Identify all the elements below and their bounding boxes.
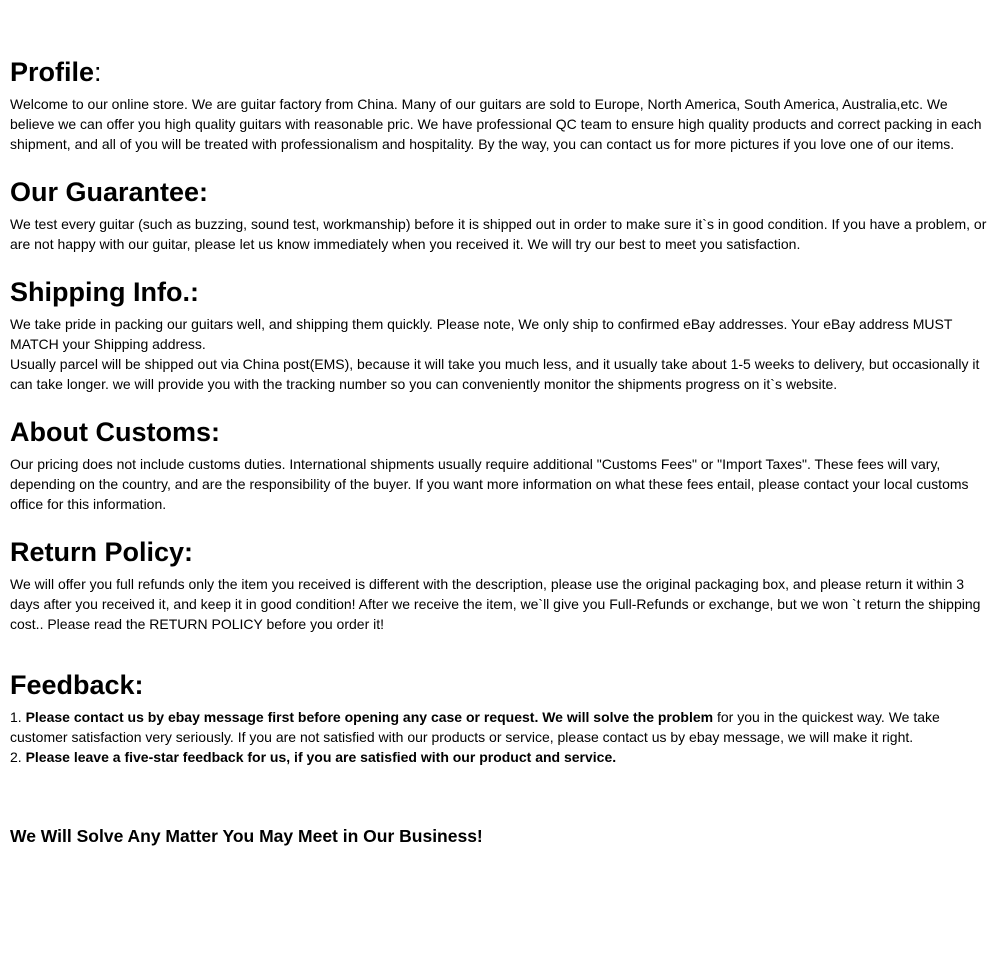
guarantee-paragraph: We test every guitar (such as buzzing, sound test, workmanship) before it is shipped out in order to make sure it`s in good condition. If you have a problem, or are not happy with our guitar, please let us know immediately when you received it. We will try our best to meet you satisfaction. — [10, 216, 987, 252]
shipping-info-paragraph-2: Usually parcel will be shipped out via China post(EMS), because it will take you much less, and it usually take about 1-5 weeks to delivery, but occasionally it can take longer. we will provide you with the tracking number so you can conveniently monitor the shipments progress on it`s website. — [10, 356, 980, 392]
return-policy-heading — [10, 537, 988, 567]
section-return-policy — [10, 537, 988, 634]
profile-heading-colon: : — [94, 57, 102, 87]
section-about-customs — [10, 417, 988, 514]
profile-paragraph: Welcome to our online store. We are guitar factory from China. Many of our guitars are sold to Europe, North America, South America, Australia,etc. We believe we can offer you high quality guitars with reasonable pric. We have professional QC team to ensure high quality products and correct packing in each shipment, and all of you will be treated with professionalism and hospitality. By the way, you can contact us for more pictures if you love one of our items. — [10, 96, 982, 152]
shipping-info-heading — [10, 277, 988, 307]
feedback-text-bold: Please contact us by ebay message first before opening any case or request. We will solve the problem — [25, 709, 714, 725]
about-customs-heading — [10, 417, 988, 447]
profile-heading-text: Profile — [10, 57, 95, 87]
feedback-text-regular: 1. — [10, 709, 26, 725]
shipping-info-heading-text: Shipping Info.: — [10, 277, 199, 307]
feedback-item-1 — [10, 707, 988, 747]
profile-heading — [10, 57, 988, 87]
section-profile — [10, 57, 988, 154]
section-guarantee — [10, 177, 988, 254]
feedback-text-bold: Please leave a five-star feedback for us, if you are satisfied with our product and service. — [25, 749, 617, 765]
return-policy-heading-text: Return Policy: — [10, 537, 194, 567]
section-shipping-info — [10, 277, 988, 394]
feedback-text-regular: 2. — [10, 749, 26, 765]
guarantee-heading-text: Our Guarantee: — [10, 177, 209, 207]
closing-statement: We Will Solve Any Matter You May Meet in Our Business! — [10, 826, 483, 846]
guarantee-heading — [10, 177, 988, 207]
about-customs-heading-text: About Customs: — [10, 417, 220, 447]
return-policy-paragraph: We will offer you full refunds only the item you received is different with the description, please use the original packaging box, and please return it within 3 days after you received it, and keep it in good condition! After we receive the item, we`ll give you Full-Refunds or exchange, but we won `t return the shipping cost.. Please read the RETURN POLICY before you order it! — [10, 576, 981, 632]
feedback-text-regular: for you in the quickest way. We take customer satisfaction very seriously. If you are not satisfied with our products or service, please contact us by ebay message, we will make it right. — [10, 709, 940, 745]
feedback-heading — [10, 670, 988, 700]
feedback-item-2 — [10, 747, 988, 767]
shipping-info-paragraph-1: We take pride in packing our guitars well, and shipping them quickly. Please note, We only ship to confirmed eBay addresses. Your eBay address MUST MATCH your Shipping address. — [10, 316, 953, 352]
section-feedback — [10, 670, 988, 767]
feedback-heading-text: Feedback: — [10, 670, 144, 700]
about-customs-paragraph: Our pricing does not include customs duties. International shipments usually require additional "Customs Fees" or "Import Taxes". These fees will vary, depending on the country, and are the responsibility of the buyer. If you want more information on what these fees entail, please contact your local customs office for this information. — [10, 456, 969, 512]
